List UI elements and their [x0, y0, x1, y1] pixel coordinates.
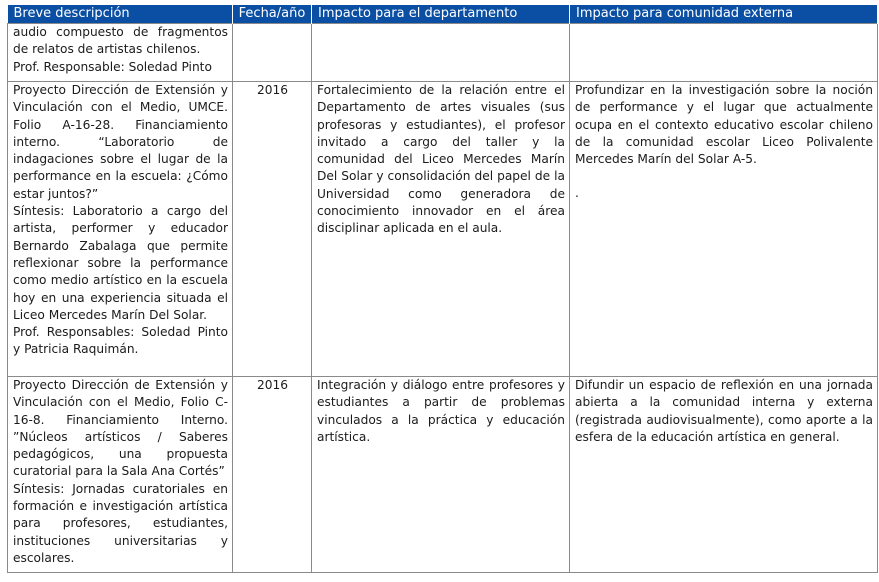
cell-impacto-externa: Difundir un espacio de reflexión en una jornada abierta a la comunidad interna y externa (registrada audiovisualmente), como aporte a la esfera de la educación artística en general.: [570, 377, 878, 573]
cell-fecha: 2016: [233, 377, 312, 573]
blank-line: [575, 168, 873, 185]
cell-impacto-departamento: Integración y diálogo entre profesores y estudiantes a partir de problemas vinculados a la práctica y educación artística.: [312, 377, 570, 573]
table-row: [8, 24, 878, 82]
cell-paragraph: Proyecto Dirección de Extensión y Vinculación con el Medio, Folio C-16-8. Financiamiento Interno. ”Núcleos artísticos / Saberes pedagógicos, una propuesta curatorial para la Sala Ana Cortés”: [13, 378, 228, 479]
table-header: [8, 5, 878, 24]
projects-table: [7, 5, 878, 573]
cell-impacto-departamento: [312, 24, 570, 82]
cell-paragraph: audio compuesto de fragmentos de relatos de artistas chilenos.: [13, 25, 228, 57]
cell-paragraph: Prof. Responsable: Soledad Pinto: [13, 59, 212, 74]
table-row: [8, 82, 878, 377]
cell-paragraph: Proyecto Dirección de Extensión y Vinculación con el Medio, UMCE. Folio A-16-28. Financiamiento interno. “Laboratorio de indagaciones sobre el lugar de la performance en la escuela: ¿Cómo estar juntos?”: [13, 83, 228, 201]
cell-impacto-departamento: Fortalecimiento de la relación entre el Departamento de artes visuales (sus profesoras y estudiantes), el profesor invitado a cargo del taller y la comunidad del Liceo Mercedes Marín Del Solar y consolidación del papel de la Universidad como generadora de conocimiento innovador en el área disciplinar aplicada en el aula.: [312, 82, 570, 377]
cell-paragraph: Prof. Responsables: Soledad Pinto y Patricia Raquimán.: [13, 325, 228, 357]
cell-paragraph: .: [575, 186, 579, 201]
cell-descripcion: [8, 24, 233, 82]
cell-paragraph: Síntesis: Laboratorio a cargo del artista, performer y educador Bernardo Zabalaga que permite reflexionar sobre la performance como medio artístico en la escuela hoy en una experiencia situada el Liceo Mercedes Marín Del Solar.: [13, 204, 228, 322]
header-impacto-departamento: Impacto para el departamento: [312, 5, 570, 24]
cell-impacto-externa: [570, 82, 878, 377]
cell-fecha: 2016: [233, 82, 312, 377]
cell-paragraph: Síntesis: Jornadas curatoriales en formación e investigación artística para profesores, estudiantes, instituciones universitarias y escolares.: [13, 481, 228, 565]
cell-paragraph: Profundizar en la investigación sobre la noción de performance y el lugar que actualmente ocupa en el contexto educativo escolar chileno de la comunidad escolar Liceo Polivalente Mercedes Marín del Solar A-5.: [575, 83, 873, 167]
cell-descripcion: [8, 377, 233, 573]
table-row: [8, 377, 878, 573]
cell-impacto-externa: [570, 24, 878, 82]
header-impacto-externa: Impacto para comunidad externa: [570, 5, 878, 24]
header-fecha: Fecha/año: [233, 5, 312, 24]
cell-fecha: [233, 24, 312, 82]
header-descripcion: Breve descripción: [8, 5, 233, 24]
cell-descripcion: [8, 82, 233, 377]
